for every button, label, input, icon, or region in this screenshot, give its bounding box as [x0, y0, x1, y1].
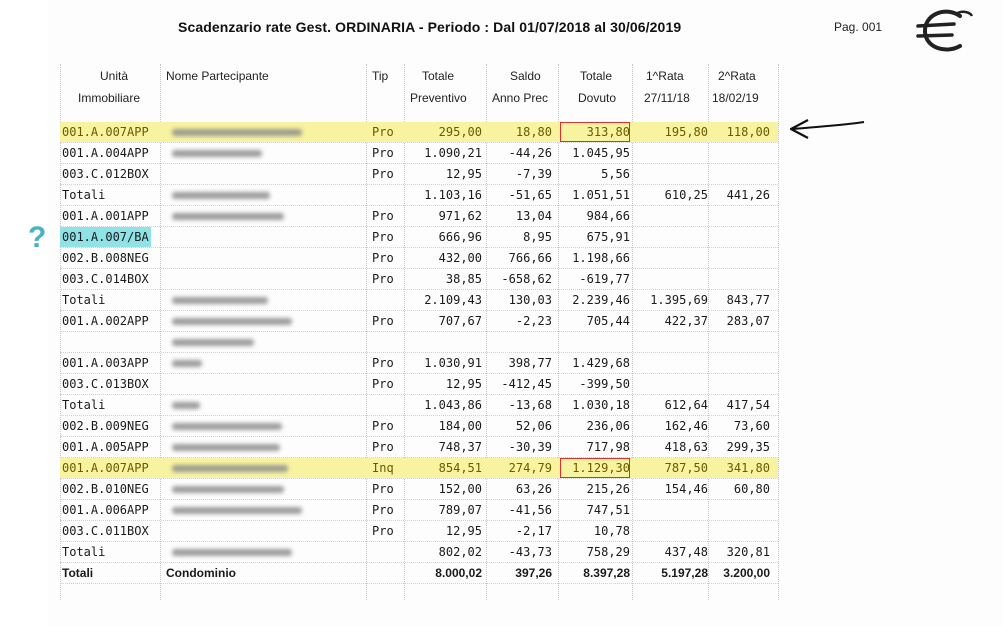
cell-dov: 705,44 — [586, 314, 630, 328]
cell-name: Condominio — [166, 566, 236, 580]
cell-r2: 283,07 — [726, 314, 770, 328]
table-row — [60, 500, 778, 520]
cell-dov: 1.051,51 — [572, 188, 630, 202]
table-row — [60, 542, 778, 562]
cell-saldo: 52,06 — [515, 419, 552, 433]
cell-saldo: -13,68 — [508, 398, 552, 412]
header-unit-1: Unità — [100, 69, 129, 83]
table-row — [60, 458, 778, 478]
cell-unit: Totali — [62, 293, 106, 307]
cell-unit: 001.A.007/BA — [60, 227, 151, 247]
header-r2-2: 18/02/19 — [712, 91, 759, 105]
cell-unit: Totali — [62, 188, 106, 202]
table-row — [60, 416, 778, 436]
cell-saldo: 398,77 — [508, 356, 552, 370]
cell-dov: 984,66 — [586, 209, 630, 223]
cell-tip: Pro — [372, 314, 394, 328]
redacted-name — [172, 444, 280, 451]
cell-prev: 748,37 — [438, 440, 482, 454]
cell-r1 — [634, 206, 708, 226]
table-row — [60, 122, 778, 142]
cell-dov: -399,50 — [579, 377, 630, 391]
cell-r2 — [710, 332, 770, 352]
cell-dov: 5,56 — [601, 167, 630, 181]
cell-unit: 001.A.007APP — [62, 461, 149, 475]
cell-unit: 003.C.014BOX — [62, 272, 149, 286]
cell-prev: 12,95 — [445, 524, 482, 538]
redacted-name — [172, 465, 288, 472]
cell-r1: 162,46 — [664, 419, 708, 433]
table-row — [60, 143, 778, 163]
arrow-annotation-icon — [786, 116, 866, 142]
cell-r2: 417,54 — [726, 398, 770, 412]
cell-r2 — [710, 248, 770, 268]
table-row — [60, 479, 778, 499]
page-number: Pag. 001 — [834, 20, 883, 34]
table-row — [60, 290, 778, 310]
cell-r2: 3.200,00 — [723, 566, 770, 580]
cell-r2 — [710, 164, 770, 184]
cell-unit: 002.B.008NEG — [62, 251, 149, 265]
cell-prev: 666,96 — [438, 230, 482, 244]
cell-unit: Totali — [62, 398, 106, 412]
cell-prev: 2.109,43 — [424, 293, 482, 307]
cell-r2: 118,00 — [726, 125, 770, 139]
cell-unit: 003.C.011BOX — [62, 524, 149, 538]
cell-unit: Totali — [62, 545, 106, 559]
cell-dov: 10,78 — [593, 524, 630, 538]
cell-prev: 432,00 — [438, 251, 482, 265]
cell-saldo: 13,04 — [515, 209, 552, 223]
cell-saldo: -2,23 — [515, 314, 552, 328]
redacted-name — [172, 297, 268, 304]
cell-r1 — [634, 269, 708, 289]
table-row — [60, 332, 778, 352]
redacted-name — [172, 360, 202, 367]
redacted-name — [172, 486, 284, 493]
cell-tip: Pro — [372, 251, 394, 265]
header-r2-1: 2^Rata — [718, 69, 756, 83]
header-unit-2: Immobiliare — [78, 91, 141, 105]
cell-unit: 001.A.006APP — [62, 503, 149, 517]
cell-r2: 73,60 — [733, 419, 770, 433]
cell-tip: Pro — [372, 125, 394, 139]
cell-r2 — [710, 374, 770, 394]
cell-r2: 843,77 — [726, 293, 770, 307]
redacted-name — [172, 339, 254, 346]
cell-prev: 152,00 — [438, 482, 482, 496]
cell-saldo: -51,65 — [508, 188, 552, 202]
cell-prev — [400, 332, 482, 352]
cell-tip: Pro — [372, 482, 394, 496]
cell-dov: 2.239,46 — [572, 293, 630, 307]
cell-unit: 002.B.010NEG — [62, 482, 149, 496]
cell-r1 — [634, 164, 708, 184]
cell-r2 — [710, 227, 770, 247]
cell-dov: 758,29 — [586, 545, 630, 559]
cell-tip: Pro — [372, 524, 394, 538]
redacted-name — [172, 150, 262, 157]
cell-r1: 612,64 — [664, 398, 708, 412]
cell-name — [166, 374, 286, 394]
cell-saldo: 8,95 — [523, 230, 552, 244]
cell-dov: 1.429,68 — [572, 356, 630, 370]
cell-unit: 003.C.012BOX — [62, 167, 149, 181]
cell-dov: 8.397,28 — [583, 566, 630, 580]
cell-saldo: 63,26 — [515, 482, 552, 496]
cell-prev: 12,95 — [445, 167, 482, 181]
cell-saldo — [484, 332, 552, 352]
cell-r1 — [634, 500, 708, 520]
cell-unit: Totali — [62, 566, 94, 580]
cell-dov: 1.198,66 — [572, 251, 630, 265]
cell-r1 — [634, 521, 708, 541]
cell-dov: 675,91 — [586, 230, 630, 244]
cell-saldo: 130,03 — [508, 293, 552, 307]
cell-prev: 707,67 — [438, 314, 482, 328]
cell-tip: Pro — [372, 440, 394, 454]
table-row — [60, 185, 778, 205]
cell-r2: 320,81 — [726, 545, 770, 559]
cell-saldo: 274,79 — [508, 461, 552, 475]
cell-tip: Pro — [372, 167, 394, 181]
cell-prev: 295,00 — [438, 125, 482, 139]
cell-prev: 12,95 — [445, 377, 482, 391]
cell-dov: 1.030,18 — [572, 398, 630, 412]
cell-r1: 610,25 — [664, 188, 708, 202]
cell-r1: 418,63 — [664, 440, 708, 454]
cell-saldo: 766,66 — [508, 251, 552, 265]
cell-name — [166, 521, 286, 541]
cell-name — [166, 164, 286, 184]
cell-r1: 422,37 — [664, 314, 708, 328]
cell-r2: 441,26 — [726, 188, 770, 202]
table-row — [60, 395, 778, 415]
cell-prev: 789,07 — [438, 503, 482, 517]
grid-line — [60, 583, 778, 584]
cell-r1: 154,46 — [664, 482, 708, 496]
redacted-name — [172, 192, 270, 199]
header-r1-2: 27/11/18 — [644, 91, 690, 105]
cell-saldo: -658,62 — [501, 272, 552, 286]
cell-unit: 001.A.004APP — [62, 146, 149, 160]
table-row — [60, 227, 778, 247]
header-tip: Tip — [372, 69, 389, 83]
header-prev-1: Totale — [422, 69, 455, 83]
cell-prev: 8.000,02 — [435, 566, 482, 580]
cell-dov: 313,80 — [560, 122, 630, 142]
redacted-name — [172, 318, 292, 325]
cell-r1 — [634, 248, 708, 268]
table-row — [60, 563, 778, 583]
cell-r2 — [710, 500, 770, 520]
cell-r2: 299,35 — [726, 440, 770, 454]
cell-dov: 1.045,95 — [572, 146, 630, 160]
table-row — [60, 374, 778, 394]
cell-prev: 1.030,91 — [424, 356, 482, 370]
table-row — [60, 248, 778, 268]
cell-unit: 001.A.002APP — [62, 314, 149, 328]
report-title: Scadenzario rate Gest. ORDINARIA - Periodo : Dal 01/07/2018 al 30/06/2019 — [178, 19, 682, 35]
cell-saldo: -41,56 — [508, 503, 552, 517]
cell-r2: 60,80 — [733, 482, 770, 496]
cell-prev: 184,00 — [438, 419, 482, 433]
cell-r2 — [710, 353, 770, 373]
redacted-name — [172, 507, 302, 514]
cell-tip: Pro — [372, 377, 394, 391]
cell-dov: 747,51 — [586, 503, 630, 517]
header-r1-1: 1^Rata — [646, 69, 684, 83]
cell-tip: Pro — [372, 356, 394, 370]
cell-r2 — [710, 206, 770, 226]
redacted-name — [172, 549, 292, 556]
cell-unit: 001.A.007APP — [62, 125, 149, 139]
cell-r1: 195,80 — [664, 125, 708, 139]
cell-name — [166, 269, 286, 289]
cell-r2: 341,80 — [726, 461, 770, 475]
cell-unit: 001.A.001APP — [62, 209, 149, 223]
cell-dov: 215,26 — [586, 482, 630, 496]
cell-r1: 437,48 — [664, 545, 708, 559]
cell-saldo: -44,26 — [508, 146, 552, 160]
cell-prev: 802,02 — [438, 545, 482, 559]
header-saldo-2: Anno Prec — [492, 91, 549, 105]
cell-prev: 1.043,86 — [424, 398, 482, 412]
cell-r1: 5.197,28 — [661, 566, 708, 580]
table-row — [60, 311, 778, 331]
cell-dov: 236,06 — [586, 419, 630, 433]
cell-saldo: -43,73 — [508, 545, 552, 559]
cell-unit: 001.A.003APP — [62, 356, 149, 370]
cell-tip: Pro — [372, 503, 394, 517]
header-saldo-1: Saldo — [510, 69, 541, 83]
cell-unit: 001.A.005APP — [62, 440, 149, 454]
redacted-name — [172, 213, 284, 220]
cell-tip: Pro — [372, 209, 394, 223]
cell-r1 — [634, 143, 708, 163]
redacted-name — [172, 402, 200, 409]
cell-tip: Pro — [372, 146, 394, 160]
question-mark-annotation: ? — [28, 221, 47, 254]
table-row — [60, 269, 778, 289]
cell-dov: -619,77 — [579, 272, 630, 286]
cell-tip: Pro — [372, 419, 394, 433]
cell-unit: 002.B.009NEG — [62, 419, 149, 433]
redacted-name — [172, 423, 282, 430]
redacted-name — [172, 129, 302, 136]
cell-prev: 38,85 — [445, 272, 482, 286]
table-row — [60, 353, 778, 373]
grid-line — [778, 64, 779, 600]
cell-prev: 1.103,16 — [424, 188, 482, 202]
cell-saldo: -30,39 — [508, 440, 552, 454]
cell-r2 — [710, 521, 770, 541]
table-row — [60, 164, 778, 184]
cell-tip: Inq — [372, 461, 394, 475]
header-name: Nome Partecipante — [166, 69, 269, 83]
report-sheet — [28, 0, 1003, 626]
cell-saldo: -2,17 — [515, 524, 552, 538]
cell-r2 — [710, 143, 770, 163]
header-prev-2: Preventivo — [410, 91, 467, 105]
header-dov-2: Dovuto — [578, 91, 617, 105]
cell-unit: 003.C.013BOX — [62, 377, 149, 391]
cell-saldo: 18,80 — [515, 125, 552, 139]
cell-prev: 854,51 — [438, 461, 482, 475]
cell-saldo: 397,26 — [515, 566, 552, 580]
cell-r1 — [634, 374, 708, 394]
cell-r1 — [634, 353, 708, 373]
cell-name — [166, 248, 286, 268]
cell-r1: 787,50 — [664, 461, 708, 475]
cell-prev: 1.090,21 — [424, 146, 482, 160]
cell-r2 — [710, 269, 770, 289]
cell-saldo: -7,39 — [515, 167, 552, 181]
cell-dov: 1.129,30 — [560, 458, 630, 478]
header-dov-1: Totale — [580, 69, 613, 83]
table-row — [60, 206, 778, 226]
cell-name — [166, 227, 286, 247]
cell-saldo: -412,45 — [501, 377, 552, 391]
table-row — [60, 521, 778, 541]
table-row — [60, 437, 778, 457]
cell-tip: Pro — [372, 272, 394, 286]
cell-tip: Pro — [372, 230, 394, 244]
cell-dov: 717,98 — [586, 440, 630, 454]
cell-r1 — [634, 332, 708, 352]
cell-r1: 1.395,69 — [650, 293, 708, 307]
cell-r1 — [634, 227, 708, 247]
euro-logo-icon — [916, 8, 974, 54]
cell-prev: 971,62 — [438, 209, 482, 223]
cell-dov — [560, 332, 630, 352]
